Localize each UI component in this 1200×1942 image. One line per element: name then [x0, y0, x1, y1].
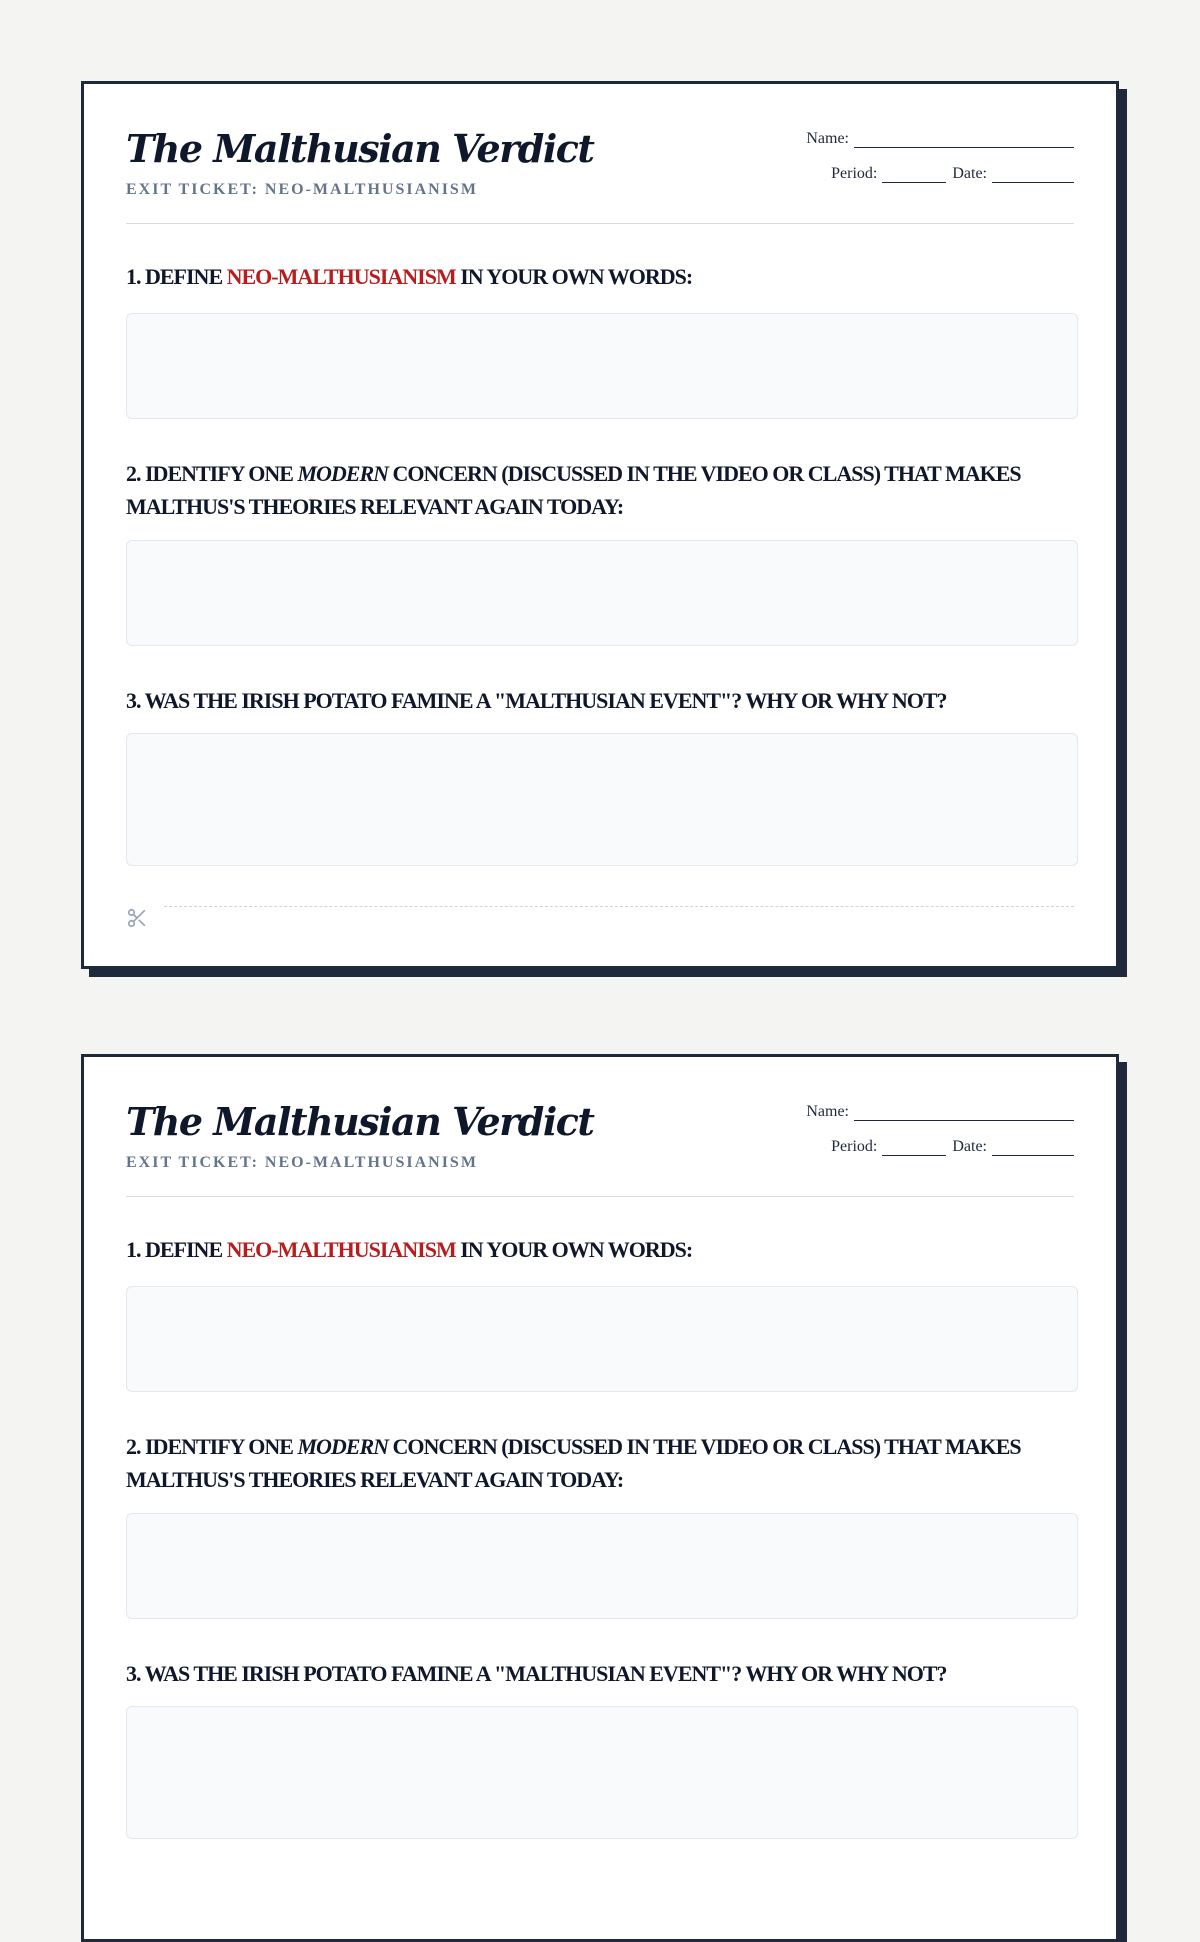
question-1-term: NEO-MALTHUSIANISM: [226, 264, 456, 289]
name-blank[interactable]: [854, 131, 1074, 148]
question-2: [126, 1430, 1086, 1496]
question-2-emphasis: MODERN: [297, 461, 389, 486]
question-2: [126, 457, 1086, 523]
date-label: Date:: [952, 165, 987, 182]
name-blank[interactable]: [854, 1104, 1074, 1121]
answer-box-2[interactable]: [126, 540, 1078, 646]
ticket-title: The Malthusian Verdict: [126, 126, 594, 171]
cut-line: [164, 906, 1074, 907]
date-blank[interactable]: [992, 1139, 1074, 1156]
exit-ticket: [81, 81, 1119, 969]
question-2-prefix: 2. IDENTIFY ONE: [126, 461, 298, 486]
question-2-prefix: 2. IDENTIFY ONE: [126, 1434, 298, 1459]
question-2-suffix: CONCERN (DISCUSSED IN THE VIDEO OR CLASS) THAT MAKES MALTHUS'S THEORIES RELEVANT AGAIN TODAY:: [126, 1434, 1021, 1492]
question-1-suffix: IN YOUR OWN WORDS:: [455, 264, 693, 289]
period-date-row: [831, 1138, 1074, 1156]
answer-box-1[interactable]: [126, 313, 1078, 419]
answer-box-3[interactable]: [126, 1706, 1078, 1839]
name-row: [806, 1103, 1074, 1121]
ticket-subtitle: EXIT TICKET: NEO-MALTHUSIANISM: [126, 1154, 478, 1171]
period-blank[interactable]: [882, 1139, 946, 1156]
question-3: 3. WAS THE IRISH POTATO FAMINE A "MALTHUSIAN EVENT"? WHY OR WHY NOT?: [126, 688, 947, 713]
header-divider: [126, 223, 1074, 224]
date-blank[interactable]: [992, 166, 1074, 183]
period-label: Period:: [831, 1138, 878, 1155]
name-row: [806, 130, 1074, 148]
ticket-title: The Malthusian Verdict: [126, 1099, 594, 1144]
answer-box-3[interactable]: [126, 733, 1078, 866]
question-1: [126, 1233, 1086, 1266]
period-label: Period:: [831, 165, 878, 182]
question-3: 3. WAS THE IRISH POTATO FAMINE A "MALTHUSIAN EVENT"? WHY OR WHY NOT?: [126, 1661, 947, 1686]
question-1-prefix: 1. DEFINE: [126, 264, 227, 289]
scissors-icon: [126, 907, 148, 929]
answer-box-1[interactable]: [126, 1286, 1078, 1392]
name-label: Name:: [806, 1103, 849, 1120]
period-blank[interactable]: [882, 166, 946, 183]
question-1-term: NEO-MALTHUSIANISM: [226, 1237, 456, 1262]
question-2-suffix: CONCERN (DISCUSSED IN THE VIDEO OR CLASS) THAT MAKES MALTHUS'S THEORIES RELEVANT AGAIN TODAY:: [126, 461, 1021, 519]
exit-ticket: [81, 1054, 1119, 1942]
header-divider: [126, 1196, 1074, 1197]
question-1-prefix: 1. DEFINE: [126, 1237, 227, 1262]
question-1: [126, 260, 1086, 293]
answer-box-2[interactable]: [126, 1513, 1078, 1619]
name-label: Name:: [806, 130, 849, 147]
question-2-emphasis: MODERN: [297, 1434, 389, 1459]
question-1-suffix: IN YOUR OWN WORDS:: [455, 1237, 693, 1262]
ticket-subtitle: EXIT TICKET: NEO-MALTHUSIANISM: [126, 181, 478, 198]
period-date-row: [831, 165, 1074, 183]
date-label: Date:: [952, 1138, 987, 1155]
